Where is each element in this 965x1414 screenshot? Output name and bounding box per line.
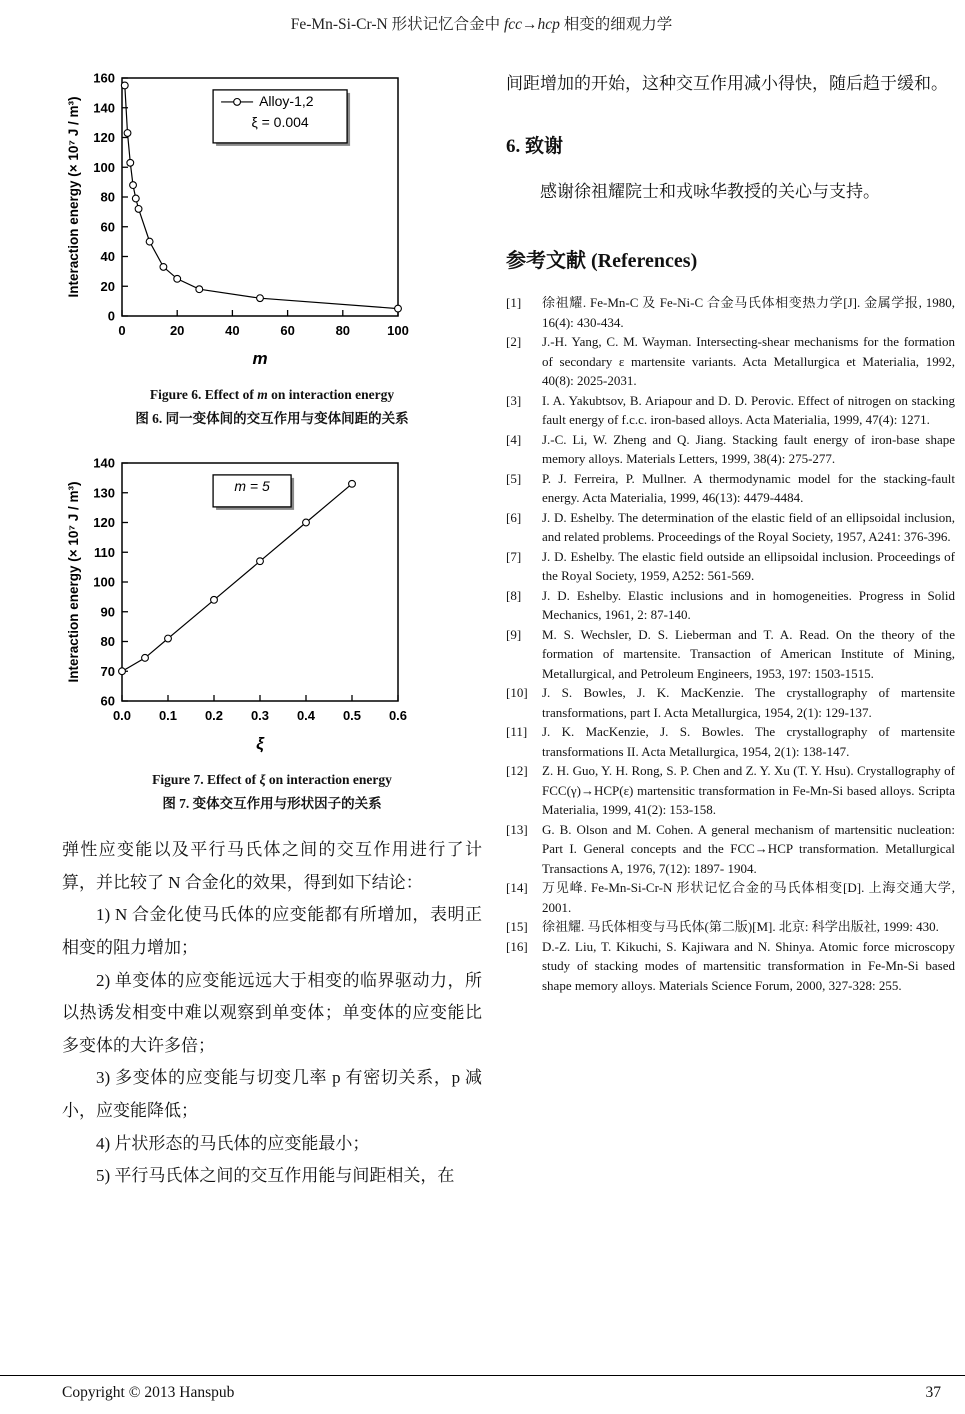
continuation-paragraph: 间距增加的开始，这种交互作用减小得快，随后趋于缓和。	[506, 74, 948, 93]
y-tick-label: 160	[93, 70, 115, 86]
data-point-marker	[174, 275, 181, 282]
body-paragraph: 3) 多变体的应变能与切变几率 p 有密切关系，p 减小，应变能降低；	[62, 1068, 482, 1120]
caption-text: Figure 6. Effect of	[149, 387, 258, 402]
reference-item	[506, 878, 955, 917]
x-tick-label: 0.4	[296, 708, 316, 723]
caption-text: on interaction energy	[265, 772, 392, 787]
reference-number: [14]	[506, 880, 528, 896]
left-body-text	[62, 834, 482, 1193]
figure6-chart	[62, 68, 482, 375]
data-point-marker	[196, 286, 203, 293]
data-point-marker	[121, 82, 128, 89]
figure6-caption	[62, 387, 482, 427]
y-tick-label: 90	[100, 604, 115, 620]
y-tick-label: 80	[100, 189, 115, 205]
page-number: 37	[925, 1384, 941, 1401]
y-tick-label: 60	[100, 693, 115, 709]
reference-item	[506, 625, 955, 684]
y-tick-label: 140	[93, 100, 115, 116]
reference-item	[506, 937, 955, 996]
reference-text: J. D. Eshelby. Elastic inclusions and in homogeneities. Progress in Solid Mechanics, 1961, 2: 87-140.	[542, 587, 955, 623]
reference-item	[506, 332, 955, 391]
data-point-marker	[160, 264, 167, 271]
right-column	[506, 68, 957, 1193]
x-tick-label: 0.1	[158, 708, 178, 723]
reference-number: [13]	[506, 821, 528, 837]
reference-number: [4]	[506, 431, 522, 447]
reference-item	[506, 391, 955, 430]
y-tick-label: 0	[107, 308, 115, 324]
body-paragraph: 弹性应变能以及平行马氏体之间的交互作用进行了计算，并比较了 N 合金化的效果，得到如下结论：	[62, 840, 482, 892]
reference-item	[506, 820, 955, 879]
reference-text: J.-C. Li, W. Zheng and Q. Jiang. Stacking fault energy of iron-base shape memory alloys. Materials Letters, 1999, 38(4): 275-277.	[542, 431, 955, 467]
reference-text: I. A. Yakubtsov, B. Ariapour and D. D. Perovic. Effect of nitrogen on stacking fault energy of f.c.c. iron-based alloys. Acta Materialia, 1999, 47(4): 1271.	[542, 392, 955, 428]
reference-item	[506, 761, 955, 820]
legend-label: ξ = 0.004	[251, 113, 309, 130]
x-axis-label: m	[252, 349, 268, 368]
reference-number: [2]	[506, 334, 522, 350]
series-line	[122, 484, 352, 672]
y-tick-label: 110	[94, 544, 115, 560]
y-tick-label: 100	[93, 159, 115, 175]
data-point-marker	[135, 206, 142, 213]
y-tick-label: 120	[93, 515, 115, 530]
reference-number: [1]	[506, 295, 522, 311]
reference-text: 万见峰. Fe-Mn-Si-Cr-N 形状记忆合金的马氏体相变[D]. 上海交通大学, 2001.	[542, 880, 955, 915]
x-tick-label: 0.5	[342, 708, 362, 723]
x-tick-label: 100	[387, 323, 409, 338]
chart-fig7-svg	[62, 453, 412, 755]
x-tick-label: 60	[280, 323, 295, 338]
data-point-marker	[130, 182, 137, 189]
reference-number: [7]	[506, 548, 522, 564]
caption-italic: ξ	[259, 772, 266, 787]
figure7-caption	[62, 772, 482, 812]
reference-text: J. D. Eshelby. The elastic field outside an ellipsoidal inclusion. Proceedings of the Royal Society, 1959, A252: 561-569.	[542, 548, 955, 584]
figure6-caption-en	[62, 387, 482, 403]
data-point-marker	[124, 130, 131, 137]
reference-text: M. S. Wechsler, D. S. Lieberman and T. A. Read. On the theory of the formation of martensite. Transaction of American Institute of Mining, Metallurgical, and Petroleum Engineers, 1953, 197: 1503-1515.	[542, 626, 955, 681]
reference-text: G. B. Olson and M. Cohen. A general mechanism of martensitic nucleation: Part I. General concepts and the FCC→HCP transformation. Metallurgical Transactions A, 1976, 7(12): 1897- 1904.	[542, 821, 955, 876]
y-tick-label: 140	[93, 455, 115, 471]
reference-number: [6]	[506, 509, 522, 525]
reference-number: [16]	[506, 938, 528, 954]
reference-number: [15]	[506, 919, 528, 935]
page-footer	[0, 1375, 965, 1402]
data-point-marker	[211, 596, 218, 603]
data-point-marker	[349, 480, 356, 487]
data-point-marker	[165, 635, 172, 642]
reference-item	[506, 586, 955, 625]
section-heading-references: 参考文献 (References)	[506, 250, 698, 273]
figure7-caption-en	[62, 772, 482, 788]
figure6-caption-zh: 图 6. 同一变体间的交互作用与变体间距的关系	[135, 411, 409, 426]
reference-text: 徐祖耀. 马氏体相变与马氏体(第二版)[M]. 北京: 科学出版社, 1999: 430.	[542, 919, 939, 935]
data-point-marker	[132, 195, 139, 202]
figure7-caption-zh: 图 7. 变体交互作用与形状因子的关系	[162, 796, 382, 811]
body-paragraph: 1) N 合金化使马氏体的应变能都有所增加，表明正相变的阻力增加；	[62, 905, 482, 957]
reference-item	[506, 722, 955, 761]
x-axis-label: ξ	[256, 734, 264, 753]
data-point-marker	[119, 668, 126, 675]
reference-text: J. S. Bowles, J. K. MacKenzie. The crystallography of martensite transformations, part I. Acta Metallurgica, 1954, 2(1): 129-137.	[542, 685, 955, 720]
x-tick-label: 0	[118, 323, 126, 338]
acknowledgements-text: 感谢徐祖耀院士和戎咏华教授的关心与支持。	[540, 181, 880, 201]
y-axis-label: Interaction energy (× 10⁷ J / m³)	[66, 96, 81, 298]
reference-item	[506, 469, 955, 508]
reference-number: [12]	[506, 763, 528, 779]
body-paragraph: 5) 平行马氏体之间的交互作用能与间距相关，在	[96, 1166, 455, 1186]
y-tick-label: 130	[93, 485, 115, 501]
reference-text: P. J. Ferreira, P. Mullner. A thermodynamic model for the stacking-fault energy. Acta Materialia, 1999, 46(13): 4479-4484.	[542, 470, 955, 506]
data-point-marker	[127, 159, 134, 166]
figure7-chart	[62, 453, 482, 760]
x-tick-label: 0.3	[250, 708, 270, 723]
reference-item	[506, 917, 955, 937]
x-tick-label: 0.0	[112, 708, 132, 723]
y-tick-label: 60	[100, 219, 115, 235]
page-header	[62, 12, 901, 34]
reference-text: D.-Z. Liu, T. Kikuchi, S. Kajiwara and N. Shinya. Atomic force microscopy study of stacking modes of martensitic transformation in Fe-Mn-Si based shape memory alloys. Materials Science Forum, 2000, 327-328: 255.	[542, 938, 955, 993]
left-column	[62, 68, 482, 1193]
references-list	[506, 293, 955, 995]
data-point-marker	[257, 558, 264, 565]
header-title-italic: fcc→hcp	[503, 16, 560, 33]
data-point-marker	[142, 654, 149, 661]
reference-number: [11]	[506, 724, 528, 740]
y-tick-label: 100	[93, 574, 115, 590]
reference-item	[506, 683, 955, 722]
section-heading-acknowledgements: 6. 致谢	[506, 135, 564, 157]
legend-label: m = 5	[234, 477, 270, 494]
reference-item	[506, 293, 955, 332]
reference-text: J.-H. Yang, C. M. Wayman. Intersecting-shear mechanisms for the formation of secondary ε martensite variants. Acta Metallurgica et Materialia, 1992, 40(8): 2025-2031.	[542, 334, 955, 389]
reference-number: [10]	[506, 685, 528, 701]
y-tick-label: 70	[100, 663, 115, 679]
caption-text: Figure 7. Effect of	[152, 772, 260, 787]
data-point-marker	[303, 519, 310, 526]
body-paragraph: 2) 单变体的应变能远远大于相变的临界驱动力，所以热诱发相变中难以观察到单变体；单变体的应变能比多变体的大许多倍；	[62, 970, 482, 1055]
y-axis-label: Interaction energy (× 10⁷ J / m³)	[66, 481, 81, 683]
reference-text: J. K. MacKenzie, J. S. Bowles. The crystallography of martensite transformations II. Acta Metallurgica, 1954, 2(1): 138-147.	[542, 724, 955, 759]
x-tick-label: 80	[335, 323, 351, 338]
reference-item	[506, 508, 955, 547]
data-point-marker	[257, 295, 264, 302]
copyright-text: Copyright © 2013 Hanspub	[62, 1384, 235, 1401]
header-title-part: Fe-Mn-Si-Cr-N 形状记忆合金中	[290, 16, 504, 33]
caption-text: on interaction energy	[267, 387, 395, 402]
reference-number: [3]	[506, 392, 522, 408]
data-point-marker	[395, 305, 402, 312]
x-tick-label: 0.2	[204, 708, 224, 723]
x-tick-label: 40	[225, 323, 240, 338]
y-tick-label: 80	[100, 634, 115, 649]
x-tick-label: 20	[169, 323, 185, 338]
reference-number: [9]	[506, 626, 522, 642]
reference-text: 徐祖耀. Fe-Mn-C 及 Fe-Ni-C 合金马氏体相变热力学[J]. 金属学报, 1980, 16(4): 430-434.	[542, 295, 955, 330]
reference-text: Z. H. Guo, Y. H. Rong, S. P. Chen and Z. Y. Xu (T. Y. Hsu). Crystallography of FCC(γ)→HCP(ε) martensitic transformation in Fe-Mn-Si based alloys. Scripta Materialia, 1999, 41(2): 153-158.	[542, 763, 955, 818]
legend-marker	[234, 99, 241, 106]
header-title-part: 相变的细观力学	[559, 16, 673, 33]
two-column-layout	[62, 68, 957, 1193]
caption-italic: m	[257, 387, 268, 402]
data-point-marker	[146, 238, 153, 245]
y-tick-label: 120	[93, 130, 115, 145]
reference-number: [5]	[506, 470, 522, 486]
legend-label: Alloy-1,2	[259, 92, 314, 109]
reference-item	[506, 547, 955, 586]
reference-item	[506, 430, 955, 469]
x-tick-label: 0.6	[388, 708, 408, 723]
y-tick-label: 40	[100, 249, 115, 264]
chart-fig6-svg	[62, 68, 412, 370]
figure-7	[62, 453, 482, 812]
figure-6	[62, 68, 482, 427]
reference-text: J. D. Eshelby. The determination of the elastic field of an ellipsoidal inclusion, and related problems. Proceedings of the Royal Society, 1957, A241: 376-396.	[542, 509, 955, 545]
body-paragraph: 4) 片状形态的马氏体的应变能最小；	[96, 1133, 370, 1153]
y-tick-label: 20	[100, 278, 115, 294]
reference-number: [8]	[506, 587, 522, 603]
